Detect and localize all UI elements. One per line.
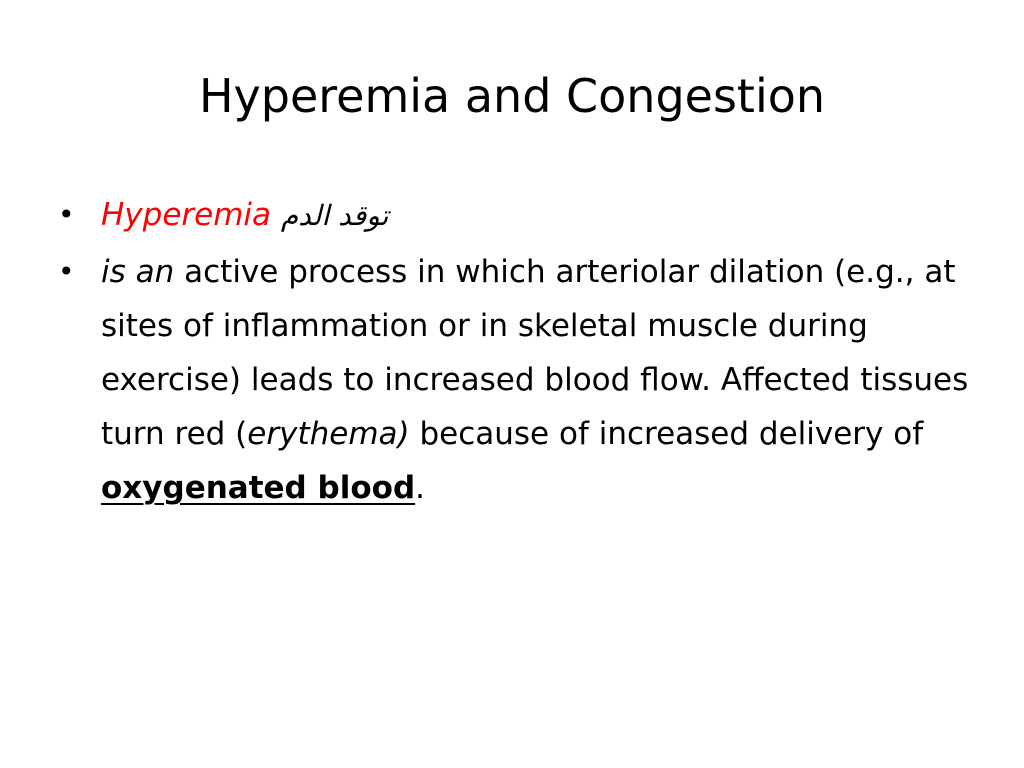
slide-title: Hyperemia and Congestion [198,69,826,123]
bullet-hyperemia [58,188,988,243]
bullet-definition [58,245,988,515]
bullet-dot-icon: • [58,198,75,231]
term-erythema: erythema) [247,416,410,452]
definition-text-1: active process in which arteriolar dilation (e.g., at sites of inflammation or in skeletal muscle during exercise) leads to increased blood flow. Affected tissues turn red ( [101,254,969,452]
emphasis-oxygenated-blood: oxygenated blood [101,470,416,506]
bullet-dot-icon: • [58,255,75,288]
term-hyperemia: Hyperemia [101,197,272,233]
slide-content [58,188,988,515]
arabic-translation: توقد الدم [280,199,389,232]
definition-end: . [415,470,425,506]
lead-italic: is an [101,254,175,290]
definition-text-2: because of increased delivery of [409,416,924,452]
